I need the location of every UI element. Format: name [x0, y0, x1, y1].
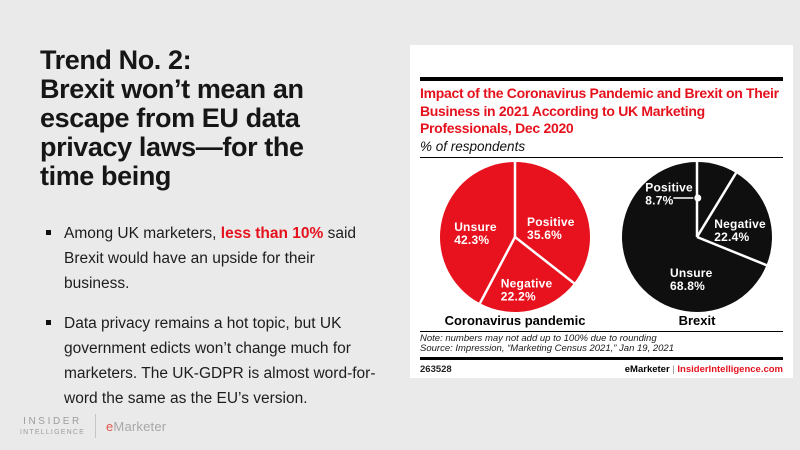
chart-bottom-rule: [420, 357, 783, 360]
title-line: escape from EU data: [40, 103, 300, 133]
chart-brand: [625, 364, 783, 375]
insider-intelligence-wordmark: [20, 416, 85, 436]
title-line: privacy laws—for the: [40, 132, 304, 162]
bullet-square-icon: [46, 230, 51, 235]
bullet-item: [46, 221, 382, 296]
chart-notes: [420, 334, 783, 355]
title-line: Trend No. 2:: [40, 45, 192, 75]
title-line: time being: [40, 161, 172, 191]
pie-figure-brexit: [620, 160, 774, 328]
svg-text:Unsure42.3%: Unsure 42.3%: [454, 219, 497, 247]
pie-chart-brexit: [620, 160, 774, 314]
brand-site: InsiderIntelligence.com: [677, 363, 783, 375]
chart-note: Note: numbers may not add up to 100% due to rounding: [420, 332, 657, 344]
bullet-text-suffix: said Brexit would have an upside for their business.: [64, 225, 357, 292]
svg-text:Positive35.6%: Positive 35.6%: [527, 214, 575, 242]
pie-chart-coronavirus: [438, 160, 592, 314]
chart-top-rule: [420, 77, 783, 81]
insider-intelligence-logo: [20, 414, 166, 438]
emarketer-wordmark: [106, 419, 166, 434]
title-line: Brexit won’t mean an: [40, 74, 304, 104]
bullet-text: [64, 311, 382, 411]
pie-caption-brexit: Brexit: [678, 312, 716, 328]
bullet-square-icon: [46, 320, 51, 325]
page-title: [40, 46, 390, 191]
logo-line-insider: INSIDER: [23, 416, 82, 427]
logo-line-intelligence: INTELLIGENCE: [20, 429, 85, 436]
svg-text:Positive8.7%: Positive 8.7%: [645, 179, 693, 207]
chart-divider: [420, 157, 783, 158]
logo-divider: [95, 414, 96, 438]
pie-figure-coronavirus: [438, 160, 592, 328]
brand-separator: |: [669, 363, 678, 375]
bullet-highlight: less than 10%: [220, 225, 324, 242]
emarketer-e: e: [105, 418, 114, 434]
chart-id: 263528: [420, 363, 452, 375]
svg-text:Unsure68.8%: Unsure 68.8%: [670, 265, 713, 293]
bullet-text-prefix: Among UK marketers,: [64, 225, 221, 242]
svg-text:Negative22.4%: Negative 22.4%: [714, 216, 766, 244]
note-divider: [420, 331, 783, 332]
bullet-text: [64, 221, 382, 296]
emarketer-rest: Marketer: [113, 418, 167, 434]
chart-card: [410, 45, 793, 378]
bullet-item: [46, 311, 382, 411]
bullet-list: [46, 221, 382, 426]
pie-caption-coronavirus: Coronavirus pandemic: [444, 312, 586, 328]
chart-footer: [420, 364, 783, 375]
chart-subtitle: % of respondents: [420, 138, 526, 154]
brand-emarketer: eMarketer: [624, 363, 670, 375]
bullet-text-suffix: Data privacy remains a hot topic, but UK government edicts won’t change much for marketers. The UK-GDPR is almost word-for-word the same as the EU’s version.: [64, 315, 376, 407]
pie-charts-row: [420, 160, 783, 328]
chart-source: Source: Impression, “Marketing Census 2021,” Jan 19, 2021: [420, 343, 674, 354]
chart-title: Impact of the Coronavirus Pandemic and Brexit on Their Business in 2021 According to UK Marketing Professionals, Dec 2020: [420, 85, 779, 136]
svg-text:Negative22.2%: Negative 22.2%: [500, 275, 553, 303]
